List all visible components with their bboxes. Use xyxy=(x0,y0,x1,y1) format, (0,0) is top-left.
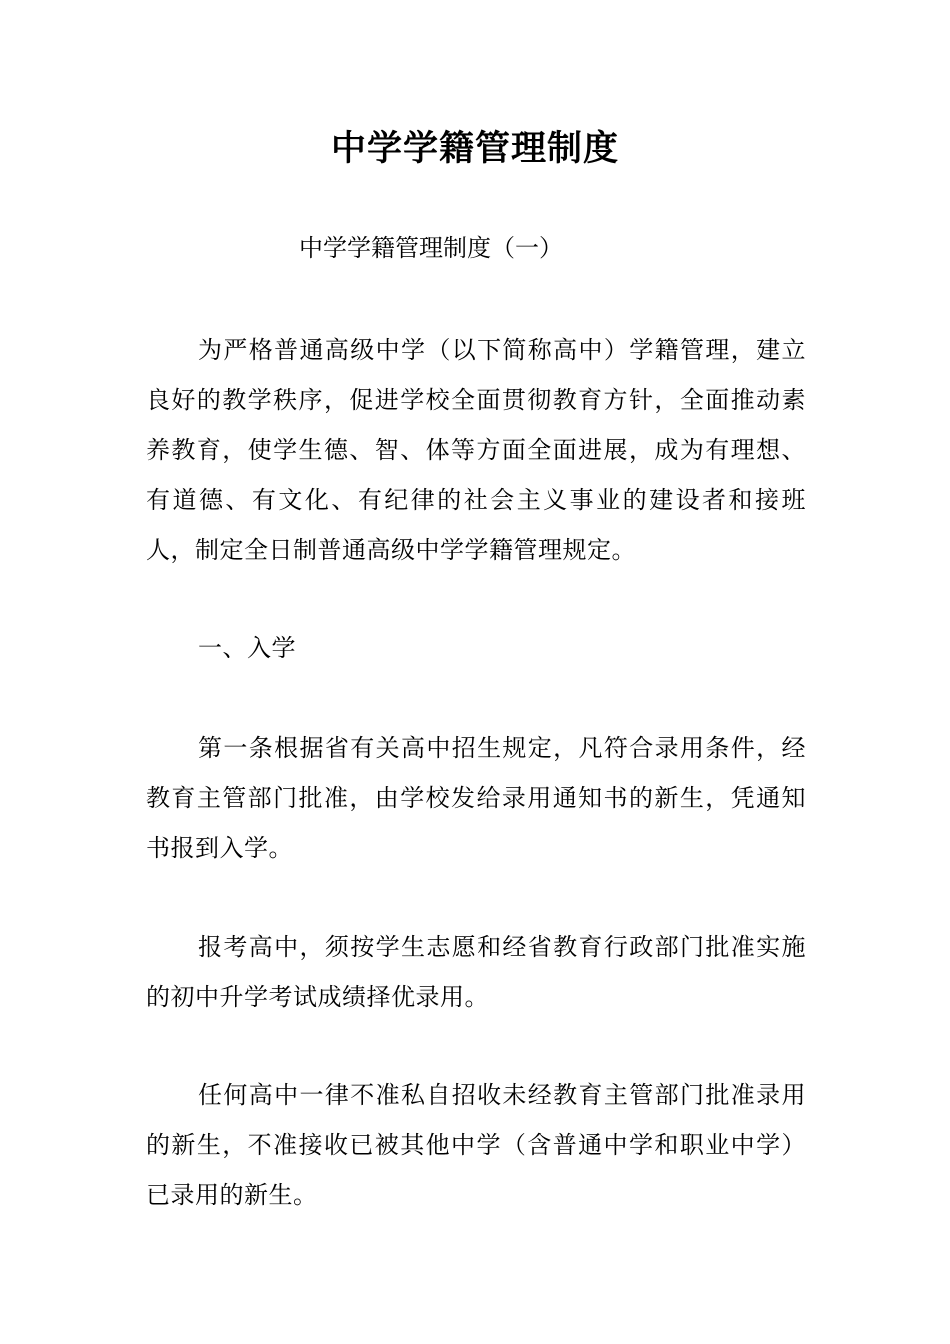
section-heading-enrollment: 一、入学 xyxy=(198,634,296,662)
paragraph-prohibition: 任何高中一律不准私自招收未经教育主管部门批准录用的新生，不准接收已被其他中学（含普通中学和职业中学）已录用的新生。 xyxy=(146,1081,806,1209)
paragraph-admission-exam: 报考高中，须按学生志愿和经省教育行政部门批准实施的初中升学考试成绩择优录用。 xyxy=(146,933,806,1011)
document-title: 中学学籍管理制度 xyxy=(330,129,619,169)
paragraph-intro: 为严格普通高级中学（以下简称高中）学籍管理，建立良好的教学秩序，促进学校全面贯彻教育方针，全面推动素养教育，使学生德、智、体等方面全面进展，成为有理想、有道德、有文化、有纪律的社会主义事业的建设者和接班人，制定全日制普通高级中学学籍管理规定。 xyxy=(146,336,806,564)
document-subtitle: 中学学籍管理制度（一） xyxy=(299,234,563,262)
paragraph-article-1: 第一条根据省有关高中招生规定，凡符合录用条件，经教育主管部门批准，由学校发给录用通知书的新生，凭通知书报到入学。 xyxy=(146,734,806,862)
